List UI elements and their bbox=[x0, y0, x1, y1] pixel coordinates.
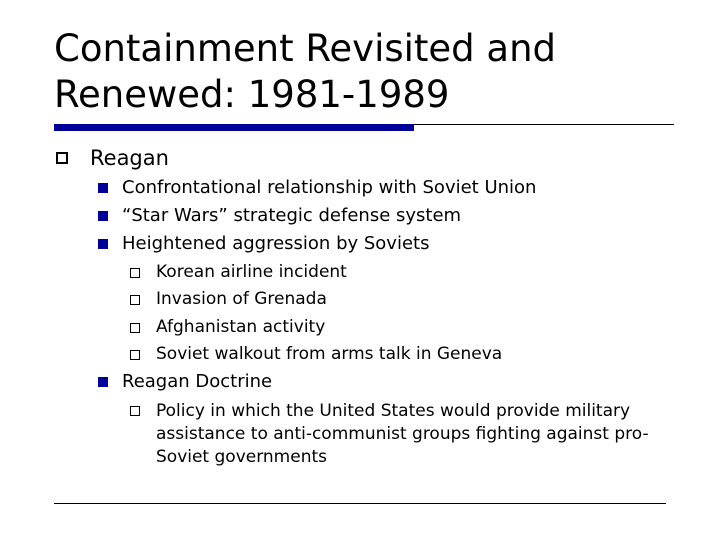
bullet-text: Policy in which the United States would provide military assistance to anti-communist groups fighting against pro-Soviet governments bbox=[156, 401, 649, 467]
solid-square-bullet-icon bbox=[98, 377, 108, 387]
hollow-square-bullet-icon bbox=[130, 350, 140, 360]
hollow-square-bullet-icon bbox=[130, 323, 140, 333]
hollow-square-bullet-icon bbox=[56, 152, 68, 164]
title-line-2: Renewed: 1981-1989 bbox=[54, 73, 450, 116]
bullet-text: Confrontational relationship with Soviet Union bbox=[122, 177, 537, 198]
hollow-square-bullet-icon bbox=[130, 406, 140, 416]
bullet-text: Invasion of Grenada bbox=[156, 289, 327, 309]
bullet-text: Soviet walkout from arms talk in Geneva bbox=[156, 344, 503, 364]
footer-rule bbox=[54, 503, 666, 504]
bullet-text: Reagan bbox=[90, 146, 169, 170]
hollow-square-bullet-icon bbox=[130, 268, 140, 278]
solid-square-bullet-icon bbox=[98, 183, 108, 193]
title-line-1: Containment Revisited and bbox=[54, 27, 557, 70]
solid-square-bullet-icon bbox=[98, 211, 108, 221]
bullet-text: Heightened aggression by Soviets bbox=[122, 233, 430, 254]
bullet-text: Korean airline incident bbox=[156, 262, 347, 282]
bullet-text: Reagan Doctrine bbox=[122, 371, 273, 392]
solid-square-bullet-icon bbox=[98, 239, 108, 249]
hollow-square-bullet-icon bbox=[130, 295, 140, 305]
bullet-text: Afghanistan activity bbox=[156, 317, 326, 337]
bullet-text: “Star Wars” strategic defense system bbox=[122, 205, 462, 226]
